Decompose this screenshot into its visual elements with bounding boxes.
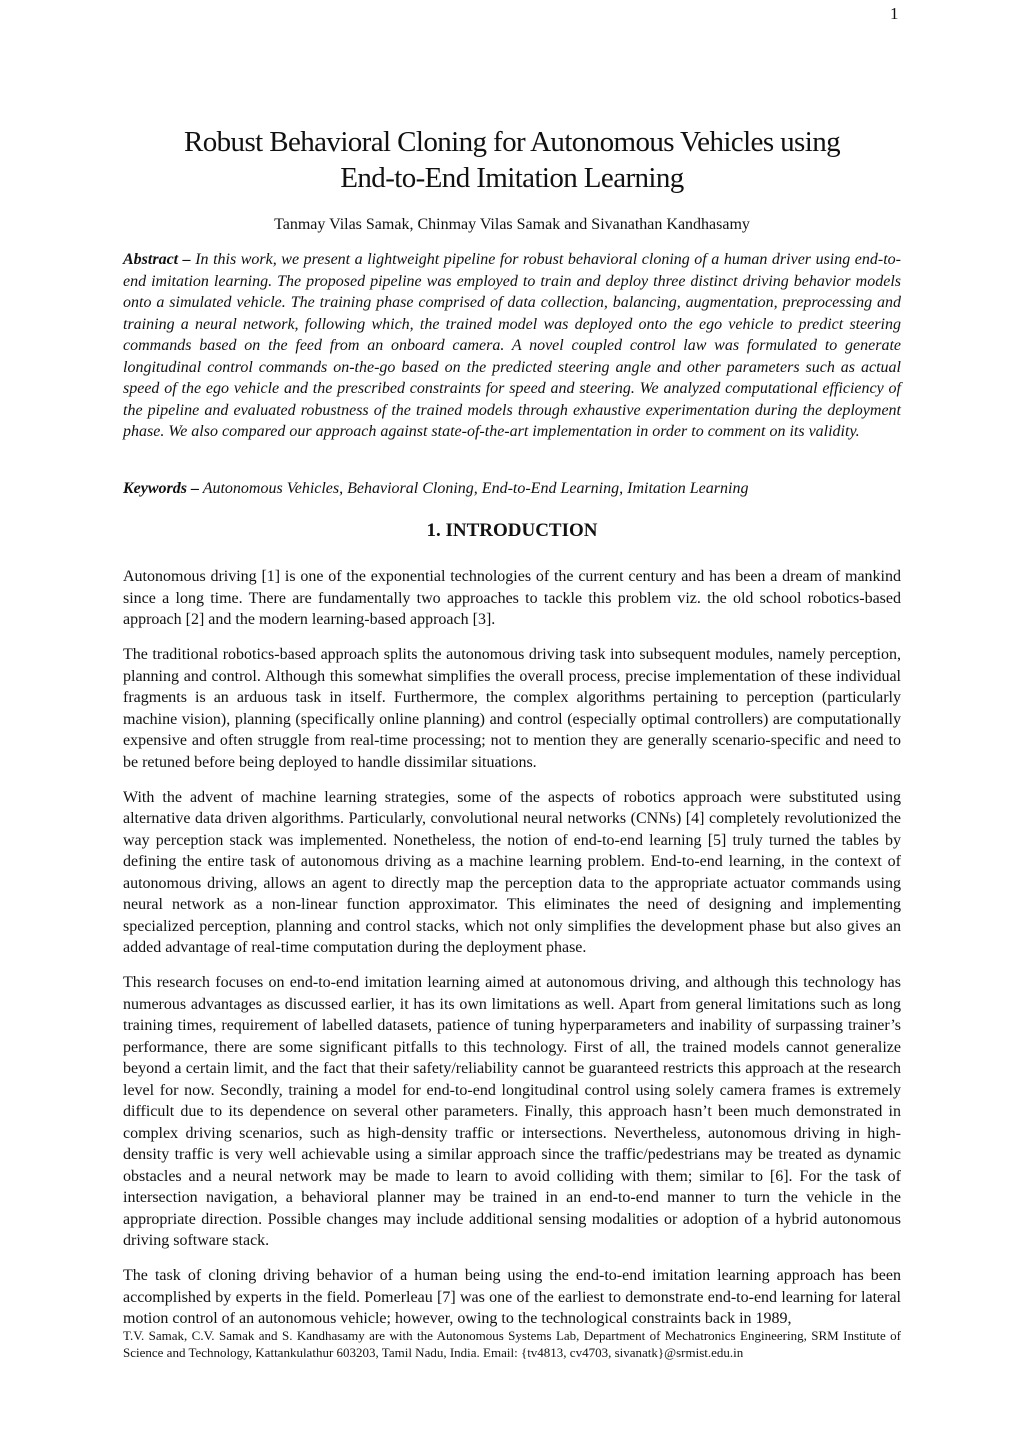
paragraph: With the advent of machine learning strategies, some of the aspects of robotics approach were substituted using alternative data driven algorithms. Particularly, convolutional neural networks (CNNs) [4] completely revolutionized the way perception stack was implemented. Nonetheless, the notion of end-to-end learning [5] truly turned the tables by defining the entire task of autonomous driving as a machine learning problem. End-to-end learning, in the context of autonomous driving, allows an agent to directly map the perception data to the appropriate actuator commands using neural network as a non-linear function approximator. This eliminates the need of designing and implementing specialized perception, planning and control stacks, which not only simplifies the development phase but also gives an added advantage of real-time computation during the deployment phase. bbox=[123, 788, 901, 956]
section-heading: 1. INTRODUCTION bbox=[426, 520, 598, 541]
paragraph: The task of cloning driving behavior of a human being using the end-to-end imitation learning approach has been accomplished by experts in the field. Pomerleau [7] was one of the earliest to demonstrate end-to-end learning for lateral motion control of an autonomous vehicle; however, owing to the technological constraints back in 1989, bbox=[123, 1267, 901, 1327]
title-line-2: End-to-End Imitation Learning bbox=[340, 162, 684, 194]
title-line-1: Robust Behavioral Cloning for Autonomous Vehicles using bbox=[184, 126, 840, 158]
keywords-label: Keywords – bbox=[123, 480, 199, 497]
abstract bbox=[123, 249, 901, 443]
authors: Tanmay Vilas Samak, Chinmay Vilas Samak and Sivanathan Kandhasamy bbox=[274, 216, 750, 233]
abstract-label: Abstract – bbox=[123, 251, 191, 268]
abstract-text: In this work, we present a lightweight pipeline for robust behavioral cloning of a human driver using end-to-end imitation learning. The proposed pipeline was employed to train and deploy three distinct driving behavior models onto a simulated vehicle. The training phase comprised of data collection, balancing, augmentation, preprocessing and training a neural network, following which, the trained model was deployed onto the ego vehicle to predict steering commands based on the feed from an onboard camera. A novel coupled control law was formulated to generate longitudinal control commands on-the-go based on the predicted steering angle and other parameters such as actual speed of the ego vehicle and the prescribed constraints for speed and steering. We analyzed computational efficiency of the pipeline and evaluated robustness of the trained models through exhaustive experimentation during the deployment phase. We also compared our approach against state-of-the-art implementation in order to comment on its validity. bbox=[123, 251, 902, 440]
paper-title bbox=[100, 124, 924, 196]
paragraph: Autonomous driving [1] is one of the exponential technologies of the current century and has been a dream of mankind since a long time. There are fundamentally two approaches to tackle this problem viz. the old school robotics-based approach [2] and the modern learning-based approach [3]. bbox=[123, 568, 901, 628]
paragraph: This research focuses on end-to-end imitation learning aimed at autonomous driving, and although this technology has numerous advantages as discussed earlier, it has its own limitations as well. Apart from general limitations such as long training times, requirement of labelled datasets, patience of tuning hyperparameters and inability of surpassing trainer’s performance, there are some significant pitfalls to this technology. First of all, the trained models cannot generalize beyond a certain limit, and the fact that their safety/reliability cannot be guaranteed restricts this approach at the research level for now. Secondly, training a model for end-to-end longitudinal control using solely camera frames is extremely difficult due to its dependence on several other parameters. Finally, this approach hasn’t been much demonstrated in complex driving scenarios, such as high-density traffic or intersections. Nevertheless, autonomous driving in high-density traffic is very well achievable using a similar approach since the traffic/pedestrians may be treated as dynamic obstacles and a neural network may be made to learn to avoid colliding with them; similar to [6]. For the task of intersection navigation, a behavioral planner may be trained in an end-to-end manner to turn the vehicle in the appropriate direction. Possible changes may include additional sensing modalities or adoption of a hybrid autonomous driving software stack. bbox=[123, 974, 901, 1249]
keywords-text: Autonomous Vehicles, Behavioral Cloning, End-to-End Learning, Imitation Learning bbox=[199, 480, 749, 497]
keywords bbox=[123, 478, 901, 500]
paragraph: The traditional robotics-based approach splits the autonomous driving task into subsequent modules, namely perception, planning and control. Although this somewhat simplifies the overall process, precise implementation of these individual fragments is an arduous task in itself. Furthermore, the complex algorithms pertaining to perception (particularly machine vision), planning (specifically online planning) and control (especially optimal controllers) are computationally expensive and often struggle from real-time processing; not to mention they are generally scenario-specific and need to be retuned before being deployed to handle dissimilar situations. bbox=[123, 646, 901, 771]
page-number: 1 bbox=[890, 4, 899, 23]
footnote: T.V. Samak, C.V. Samak and S. Kandhasamy are with the Autonomous Systems Lab, Department of Mechatronics Engineering, SRM Institute of Science and Technology, Kattankulathur 603203, Tamil Nadu, India. Email: {tv4813, cv4703, sivanatk}@srmist.edu.in bbox=[123, 1328, 901, 1360]
introduction-body bbox=[123, 566, 901, 1343]
